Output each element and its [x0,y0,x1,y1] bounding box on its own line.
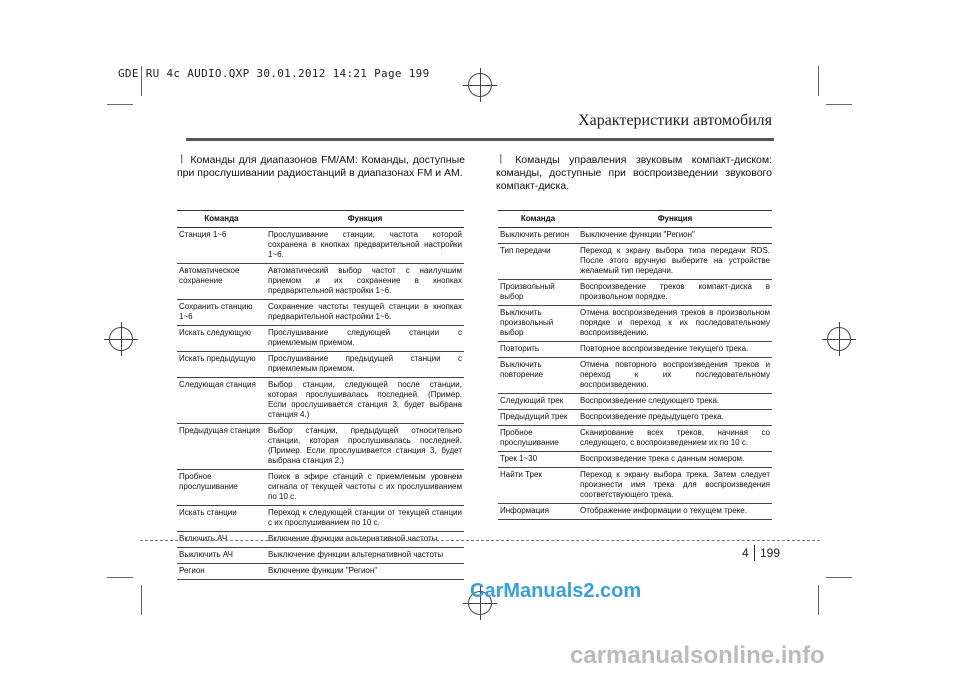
command-cell: Найти Трек [498,468,578,504]
function-cell: Прослушивание станции, частота которой сохранена в кнопках предварительной настройки 1~6. [266,228,464,264]
command-cell: Станция 1~6 [177,228,266,264]
page-separator [754,545,755,561]
command-cell: Искать станции [177,506,266,532]
col-header-command: Команда [177,211,266,228]
command-cell: Предыдущая станция [177,424,266,470]
bullet-icon: ㅣ [177,155,187,166]
page-number: 199 [760,546,781,560]
function-cell: Отображение информации о текущем треке. [578,504,772,520]
command-cell: Произвольный выбор [498,280,578,306]
registration-mark-icon [463,68,497,102]
function-cell: Поиск в эфире станций с приемлемым уровнем сигнала от текущей частоты с их прослушиванием по 10 с. [266,470,464,506]
footer-rule [140,540,820,541]
right-intro-text: Команды управления звуковым компакт-диском: команды, доступные при воспроизведении звукового компакт-диска. [496,154,773,192]
table-row [177,352,464,378]
command-cell: Искать следующую [177,326,266,352]
table-row [498,306,772,342]
command-cell: Включить АЧ [177,532,266,548]
cd-commands-table [498,210,772,520]
table-row [498,228,772,244]
function-cell: Выбор станции, предыдущей относительно станции, которая прослушивалась последней. (Пример. Если прослушивается станция 3, будет выбрана станция 2.) [266,424,464,470]
watermark-footer[interactable]: carmanualsonline.info [570,642,825,669]
function-cell: Включение функции "Регион" [266,564,464,580]
page-header-title: Характеристики автомобиля [578,112,772,129]
function-cell: Выбор станции, следующей после станции, которая прослушивалась последней. (Пример. Если прослушивается станция 3, будет выбрана станция 4.) [266,378,464,424]
fm-am-commands-table [177,210,464,580]
table-row [498,426,772,452]
function-cell: Воспроизведение предыдущего трека. [578,410,772,426]
command-cell: Трек 1~30 [498,452,578,468]
watermark-logo[interactable]: CarManuals2.com [470,580,642,602]
table-row [177,548,464,564]
table-row [177,470,464,506]
function-cell: Отмена повторного воспроизведения треков и переход к их последовательному воспроизведению. [578,358,772,394]
table-row [498,410,772,426]
function-cell: Сканирование всех треков, начиная со следующего, с воспроизведением их по 10 с. [578,426,772,452]
registration-mark-icon [822,322,856,356]
col-header-command: Команда [498,211,578,228]
function-cell: Переход к экрану выбора типа передачи RDS. После этого вручную выберите на устройстве желаемый тип передачи. [578,244,772,280]
left-intro-text: Команды для диапазонов FM/AM: Команды, доступные при прослушивании радиостанций в диапазонах FM и AM. [177,154,465,179]
function-cell: Воспроизведение трека с данным номером. [578,452,772,468]
command-cell: Регион [177,564,266,580]
command-cell: Повторить [498,342,578,358]
function-cell: Повторное воспроизведение текущего трека. [578,342,772,358]
function-cell: Воспроизведение следующего трека. [578,394,772,410]
function-cell: Автоматический выбор частот с наилучшим приемом и их сохранение в кнопках предварительной настройки 1~6. [266,264,464,300]
command-cell: Сохранить станцию 1~6 [177,300,266,326]
crop-mark [107,104,133,105]
command-cell: Выключить регион [498,228,578,244]
function-cell: Выключение функции альтернативной частоты [266,548,464,564]
function-cell: Воспроизведение треков компакт-диска в произвольном порядке. [578,280,772,306]
crop-mark [107,577,133,578]
left-intro [177,154,465,180]
crop-mark [818,66,819,96]
function-cell: Включение функции альтернативной частоты [266,532,464,548]
crop-mark [826,577,852,578]
table-row [498,504,772,520]
function-cell: Прослушивание следующей станции с приемлемым приемом. [266,326,464,352]
function-cell: Переход к следующей станции от текущей станции с их прослушиванием по 10 с. [266,506,464,532]
table-row [498,394,772,410]
command-cell: Выключить повторение [498,358,578,394]
crop-mark [141,585,142,615]
right-intro [496,154,772,193]
col-header-function: Функция [266,211,464,228]
table-row [177,564,464,580]
command-cell: Следующий трек [498,394,578,410]
command-cell: Пробное прослушивание [498,426,578,452]
function-cell: Переход к экрану выбора трека. Затем следует произнести имя трека для воспроизведения соответствующего трека. [578,468,772,504]
table-row [177,506,464,532]
crop-mark [818,585,819,615]
command-cell: Информация [498,504,578,520]
table-header-row [498,211,772,228]
table-row [498,244,772,280]
table-row [498,342,772,358]
print-slug: GDE RU 4c AUDIO.QXP 30.01.2012 14:21 Page 199 [118,67,430,80]
table-row [177,424,464,470]
command-cell: Выключить АЧ [177,548,266,564]
table-row [498,468,772,504]
function-cell: Отмена воспроизведения треков в произвольном порядке и переход к их последовательному воспроизведению. [578,306,772,342]
bullet-icon: ㅣ [496,155,506,166]
command-cell: Тип передачи [498,244,578,280]
crop-mark [826,104,852,105]
command-cell: Следующая станция [177,378,266,424]
command-cell: Искать предыдущую [177,352,266,378]
table-header-row [177,211,464,228]
command-cell: Автоматическое сохранение [177,264,266,300]
table-row [498,280,772,306]
chapter-number: 4 [742,546,749,560]
table-row [498,452,772,468]
command-cell: Пробное прослушивание [177,470,266,506]
table-row [177,300,464,326]
function-cell: Сохранение частоты текущей станции в кнопках предварительной настройки 1~6. [266,300,464,326]
table-row [177,378,464,424]
header-rule [186,138,774,141]
table-row [177,228,464,264]
table-row [177,326,464,352]
command-cell: Предыдущий трек [498,410,578,426]
col-header-function: Функция [578,211,772,228]
function-cell: Прослушивание предыдущей станции с приемлемым приемом. [266,352,464,378]
registration-mark-icon [104,322,138,356]
command-cell: Выключить произвольный выбор [498,306,578,342]
table-row [177,264,464,300]
function-cell: Выключение функции "Регион" [578,228,772,244]
table-row [498,358,772,394]
